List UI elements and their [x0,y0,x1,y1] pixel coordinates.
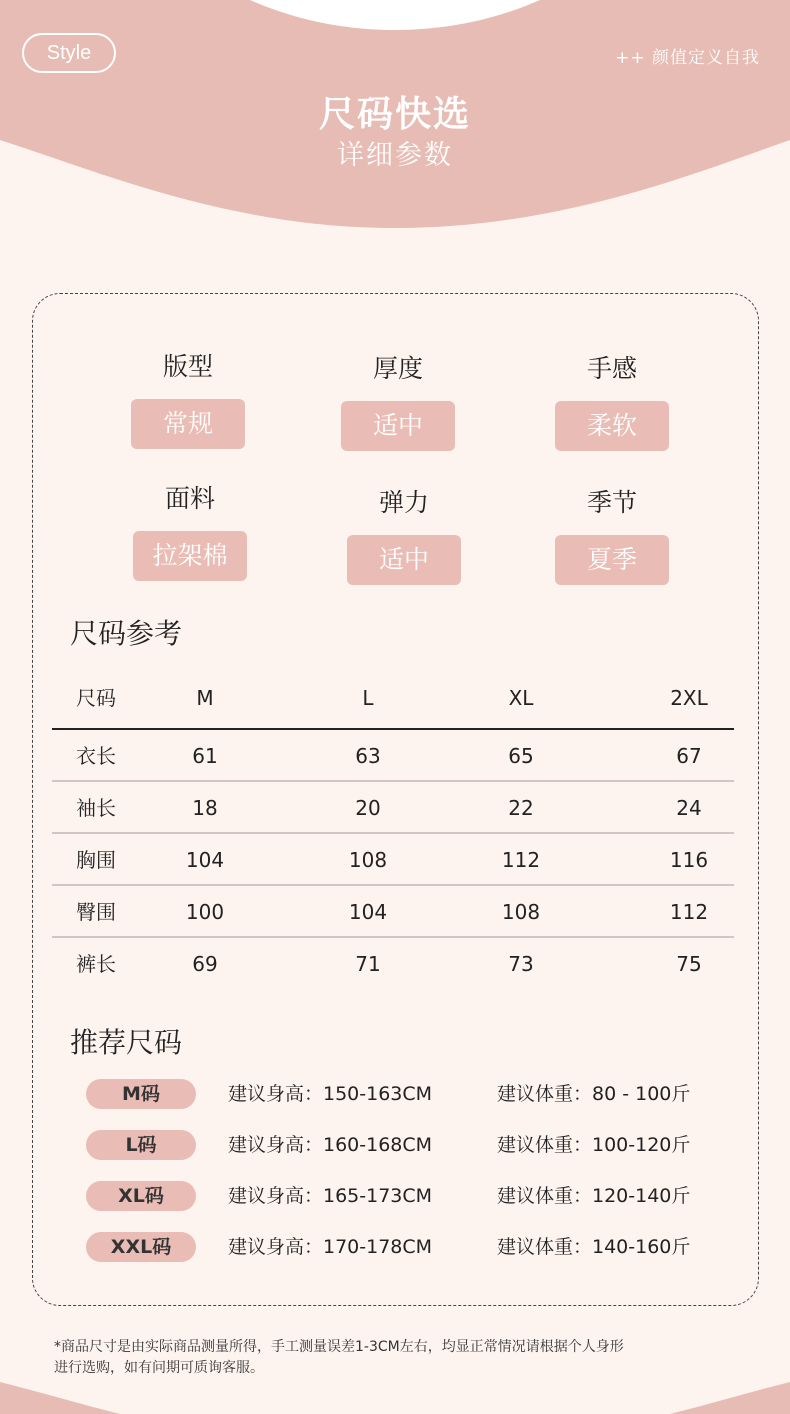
table-cell: 衣长 [76,744,116,768]
recommended-height: 建议身高：170-178CM [228,1236,433,1258]
style-badge: Style [22,33,116,73]
table-cell: 61 [192,744,218,768]
attribute-fabric [130,481,250,581]
table-cell: 104 [348,900,388,924]
recommended-weight: 建议体重：80 - 100斤 [497,1083,691,1105]
table-cell: 108 [348,848,388,872]
table-row [52,938,734,990]
table-cell: 臀围 [76,900,116,924]
table-row [52,834,734,886]
size-table-title: 尺码参考 [70,617,183,650]
table-cell: 100 [185,900,225,924]
table-row [52,886,734,938]
list-item [86,1126,726,1177]
table-header-cell: L [362,686,374,710]
table-cell: 24 [676,796,702,820]
attribute-fit [128,349,248,449]
size-table [52,666,734,990]
list-item [86,1228,726,1279]
list-item [86,1075,726,1126]
recommend-title: 推荐尺码 [70,1026,183,1059]
size-pill: XL码 [86,1181,196,1211]
footnote-line: *商品尺寸是由实际商品测量所得，手工测量误差1-3CM左右，均显正常情况请根据个人身形 [54,1339,624,1355]
table-header-cell: M [196,686,214,710]
table-cell: 65 [508,744,534,768]
attribute-season [552,485,672,585]
attribute-label: 版型 [162,352,213,381]
attribute-value-tag: 拉架棉 [133,531,247,581]
table-cell: 胸围 [76,848,116,872]
recommended-height: 建议身高：165-173CM [228,1185,433,1207]
attribute-value-tag: 夏季 [555,535,669,585]
footnote-line: 进行选购，如有问期可质询客服。 [54,1360,264,1376]
table-cell: 108 [501,900,541,924]
recommended-weight: 建议体重：120-140斤 [497,1185,691,1207]
attribute-elasticity [344,485,464,585]
table-header-row [52,666,734,730]
attribute-feel [552,351,672,451]
recommend-list [86,1075,726,1279]
attribute-value-tag: 常规 [131,399,245,449]
table-cell: 71 [355,952,381,976]
table-cell: 裤长 [76,952,116,976]
recommended-weight: 建议体重：140-160斤 [497,1236,691,1258]
slogan-text: ++ 颜值定义自我 [615,48,760,68]
table-header-cell: 2XL [670,686,708,710]
table-cell: 63 [355,744,381,768]
table-row [52,782,734,834]
table-cell: 67 [676,744,702,768]
footer-wave-decoration [0,1370,790,1414]
recommended-height: 建议身高：150-163CM [228,1083,433,1105]
table-cell: 73 [508,952,534,976]
table-cell: 112 [669,900,709,924]
table-cell: 22 [508,796,534,820]
table-cell: 袖长 [76,796,116,820]
table-cell: 104 [185,848,225,872]
attribute-value-tag: 适中 [347,535,461,585]
attribute-label: 厚度 [372,354,423,383]
table-cell: 69 [192,952,218,976]
table-header-cell: XL [508,686,534,710]
page-title: 尺码快选 [318,94,471,135]
attribute-value-tag: 适中 [341,401,455,451]
list-item [86,1177,726,1228]
attribute-thickness [338,351,458,451]
attribute-value-tag: 柔软 [555,401,669,451]
attribute-label: 手感 [586,354,637,383]
table-cell: 18 [192,796,218,820]
table-row [52,730,734,782]
size-pill: L码 [86,1130,196,1160]
table-header-cell: 尺码 [76,686,116,710]
table-cell: 20 [355,796,381,820]
table-cell: 116 [669,848,709,872]
attribute-label: 面料 [164,484,215,513]
recommended-weight: 建议体重：100-120斤 [497,1134,691,1156]
recommended-height: 建议身高：160-168CM [228,1134,433,1156]
table-cell: 112 [501,848,541,872]
size-pill: M码 [86,1079,196,1109]
page-subtitle: 详细参数 [337,140,453,171]
size-pill: XXL码 [86,1232,196,1262]
table-cell: 75 [676,952,702,976]
attribute-label: 弹力 [378,488,429,517]
attribute-label: 季节 [586,488,637,517]
